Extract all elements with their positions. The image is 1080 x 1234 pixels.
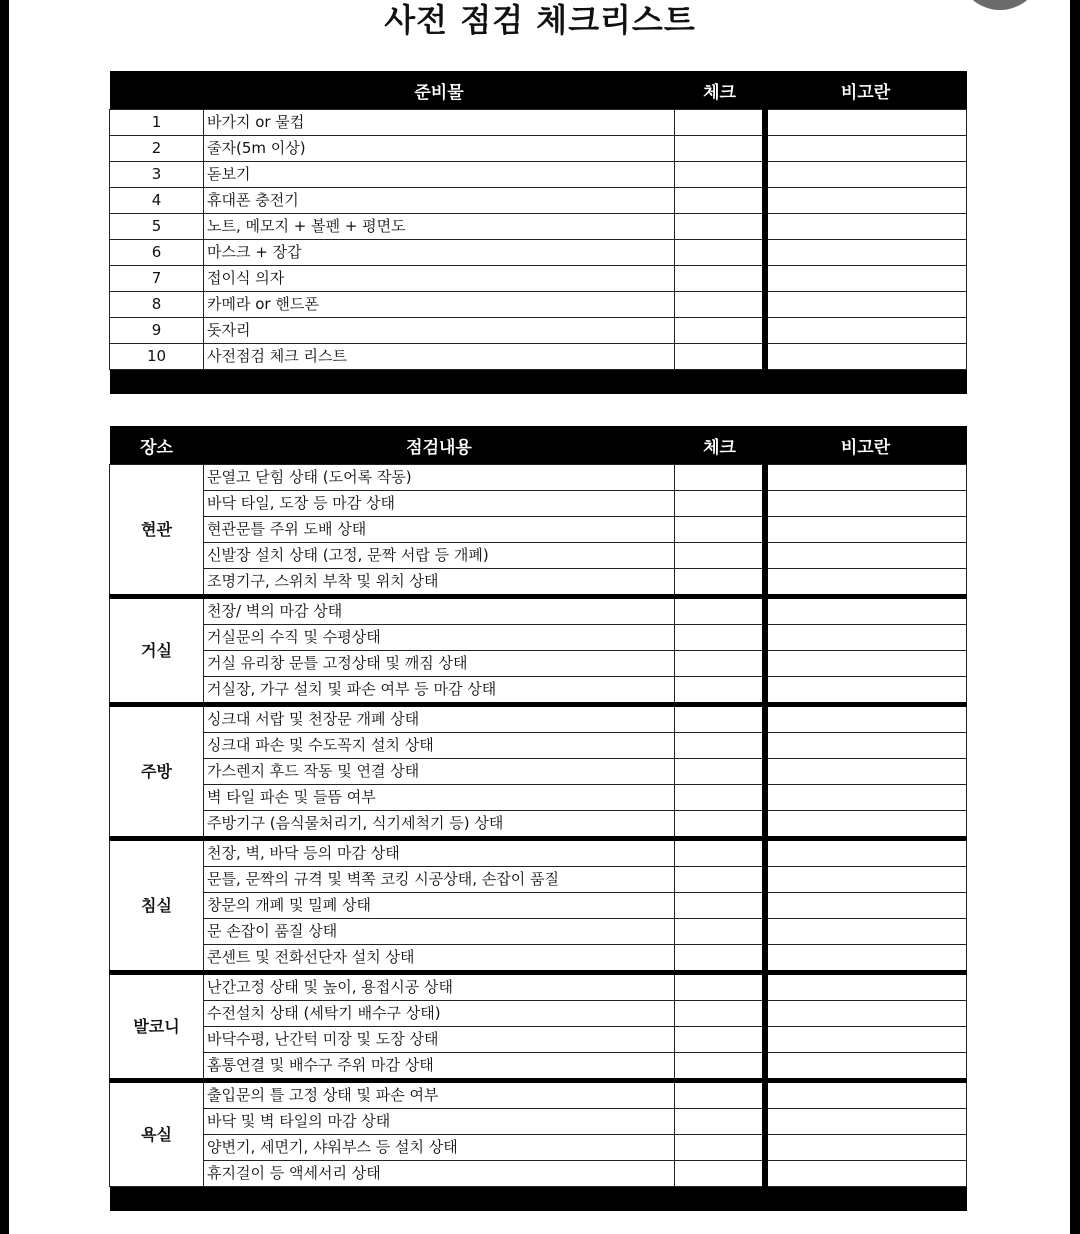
inspection-row — [110, 1081, 967, 1109]
header-check: 체크 — [675, 426, 765, 465]
note-cell[interactable] — [765, 705, 967, 733]
note-cell[interactable] — [765, 1027, 967, 1053]
place-label: 현관 — [110, 465, 204, 597]
inspection-row — [110, 517, 967, 543]
inspection-item: 거실장, 가구 설치 및 파손 여부 등 마감 상태 — [204, 677, 675, 705]
header-check: 체크 — [675, 71, 765, 110]
note-cell[interactable] — [765, 214, 967, 240]
header-supplies: 준비물 — [204, 71, 675, 110]
check-cell[interactable] — [675, 188, 765, 214]
inspection-item: 거실문의 수직 및 수평상태 — [204, 625, 675, 651]
inspection-item: 문열고 닫힘 상태 (도어록 작동) — [204, 465, 675, 491]
note-cell[interactable] — [765, 110, 967, 136]
inspection-item: 현관문틀 주위 도배 상태 — [204, 517, 675, 543]
inspection-row — [110, 1161, 967, 1187]
check-cell[interactable] — [675, 759, 765, 785]
row-number: 6 — [110, 240, 204, 266]
inspection-item: 신발장 설치 상태 (고정, 문짝 서랍 등 개폐) — [204, 543, 675, 569]
supplies-footer-bar — [110, 370, 967, 395]
note-cell[interactable] — [765, 569, 967, 597]
inspection-item: 벽 타일 파손 및 들뜸 여부 — [204, 785, 675, 811]
supply-item: 휴대폰 충전기 — [204, 188, 675, 214]
supplies-header-row — [110, 71, 967, 110]
inspection-item: 거실 유리창 문틀 고정상태 및 깨짐 상태 — [204, 651, 675, 677]
check-cell[interactable] — [675, 677, 765, 705]
note-cell[interactable] — [765, 1081, 967, 1109]
note-cell[interactable] — [765, 162, 967, 188]
supplies-table — [109, 71, 967, 394]
note-cell[interactable] — [765, 597, 967, 625]
note-cell[interactable] — [765, 625, 967, 651]
header-place: 장소 — [110, 426, 204, 465]
row-number: 3 — [110, 162, 204, 188]
inspection-row — [110, 811, 967, 839]
check-cell[interactable] — [675, 705, 765, 733]
supplies-row — [110, 318, 967, 344]
inspection-row — [110, 465, 967, 491]
inspection-item: 문틀, 문짝의 규격 및 벽쪽 코킹 시공상태, 손잡이 품질 — [204, 867, 675, 893]
inspection-item: 문 손잡이 품질 상태 — [204, 919, 675, 945]
note-cell[interactable] — [765, 1161, 967, 1187]
footer-bar — [110, 370, 967, 395]
supply-item: 접이식 의자 — [204, 266, 675, 292]
inspection-row — [110, 1053, 967, 1081]
inspection-footer-bar — [110, 1187, 967, 1212]
note-cell[interactable] — [765, 1109, 967, 1135]
inspection-item: 난간고정 상태 및 높이, 용접시공 상태 — [204, 973, 675, 1001]
inspection-item: 홈통연결 및 배수구 주위 마감 상태 — [204, 1053, 675, 1081]
inspection-row — [110, 893, 967, 919]
note-cell[interactable] — [765, 945, 967, 973]
check-cell[interactable] — [675, 811, 765, 839]
note-cell[interactable] — [765, 893, 967, 919]
inspection-row — [110, 839, 967, 867]
inspection-item: 조명기구, 스위치 부착 및 위치 상태 — [204, 569, 675, 597]
check-cell[interactable] — [675, 893, 765, 919]
note-cell[interactable] — [765, 188, 967, 214]
inspection-row — [110, 543, 967, 569]
check-cell[interactable] — [675, 1027, 765, 1053]
note-cell[interactable] — [765, 266, 967, 292]
check-cell[interactable] — [675, 214, 765, 240]
check-cell[interactable] — [675, 973, 765, 1001]
check-cell[interactable] — [675, 491, 765, 517]
supply-item: 노트, 메모지 + 볼펜 + 평면도 — [204, 214, 675, 240]
row-number: 2 — [110, 136, 204, 162]
supply-item: 바가지 or 물컵 — [204, 110, 675, 136]
check-cell[interactable] — [675, 465, 765, 491]
check-cell[interactable] — [675, 785, 765, 811]
check-cell[interactable] — [675, 292, 765, 318]
check-cell[interactable] — [675, 162, 765, 188]
check-cell[interactable] — [675, 266, 765, 292]
inspection-item: 싱크대 서랍 및 천장문 개폐 상태 — [204, 705, 675, 733]
note-cell[interactable] — [765, 543, 967, 569]
note-cell[interactable] — [765, 759, 967, 785]
note-cell[interactable] — [765, 811, 967, 839]
note-cell[interactable] — [765, 491, 967, 517]
note-cell[interactable] — [765, 839, 967, 867]
inspection-item: 콘센트 및 전화선단자 설치 상태 — [204, 945, 675, 973]
inspection-item: 창문의 개폐 및 밀폐 상태 — [204, 893, 675, 919]
check-cell[interactable] — [675, 318, 765, 344]
left-frame-border — [0, 0, 9, 1234]
row-number: 10 — [110, 344, 204, 370]
inspection-row — [110, 733, 967, 759]
header-content: 점검내용 — [204, 426, 675, 465]
check-cell[interactable] — [675, 543, 765, 569]
header-note: 비고란 — [765, 71, 967, 110]
place-label: 발코니 — [110, 973, 204, 1081]
inspection-item: 수전설치 상태 (세탁기 배수구 상태) — [204, 1001, 675, 1027]
note-cell[interactable] — [765, 919, 967, 945]
note-cell[interactable] — [765, 867, 967, 893]
check-cell[interactable] — [675, 136, 765, 162]
note-cell[interactable] — [765, 318, 967, 344]
inspection-item: 싱크대 파손 및 수도꼭지 설치 상태 — [204, 733, 675, 759]
note-cell[interactable] — [765, 733, 967, 759]
inspection-row — [110, 973, 967, 1001]
check-cell[interactable] — [675, 919, 765, 945]
note-cell[interactable] — [765, 677, 967, 705]
supplies-row — [110, 266, 967, 292]
inspection-item: 주방기구 (음식물처리기, 식기세척기 등) 상태 — [204, 811, 675, 839]
check-cell[interactable] — [675, 1109, 765, 1135]
supply-item: 줄자(5m 이상) — [204, 136, 675, 162]
inspection-row — [110, 759, 967, 785]
check-cell[interactable] — [675, 867, 765, 893]
note-cell[interactable] — [765, 136, 967, 162]
check-cell[interactable] — [675, 110, 765, 136]
check-cell[interactable] — [675, 625, 765, 651]
inspection-item: 바닥수평, 난간턱 미장 및 도장 상태 — [204, 1027, 675, 1053]
check-cell[interactable] — [675, 839, 765, 867]
supplies-row — [110, 214, 967, 240]
supply-item: 사전점검 체크 리스트 — [204, 344, 675, 370]
supply-item: 돋보기 — [204, 162, 675, 188]
check-cell[interactable] — [675, 1135, 765, 1161]
inspection-header-row — [110, 426, 967, 465]
place-label: 거실 — [110, 597, 204, 705]
supply-item: 카메라 or 핸드폰 — [204, 292, 675, 318]
supply-item: 마스크 + 장갑 — [204, 240, 675, 266]
note-cell[interactable] — [765, 1001, 967, 1027]
row-number: 8 — [110, 292, 204, 318]
check-cell[interactable] — [675, 733, 765, 759]
check-cell[interactable] — [675, 1053, 765, 1081]
inspection-item: 출입문의 틀 고정 상태 및 파손 여부 — [204, 1081, 675, 1109]
inspection-row — [110, 569, 967, 597]
row-number: 9 — [110, 318, 204, 344]
inspection-row — [110, 1135, 967, 1161]
header-note: 비고란 — [765, 426, 967, 465]
inspection-item: 가스렌지 후드 작동 및 연결 상태 — [204, 759, 675, 785]
footer-bar — [110, 1187, 967, 1212]
right-frame-border — [1070, 0, 1080, 1234]
inspection-row — [110, 1109, 967, 1135]
row-number: 5 — [110, 214, 204, 240]
inspection-row — [110, 867, 967, 893]
note-cell[interactable] — [765, 1135, 967, 1161]
note-cell[interactable] — [765, 292, 967, 318]
inspection-row — [110, 705, 967, 733]
supplies-row — [110, 292, 967, 318]
place-label: 침실 — [110, 839, 204, 973]
check-cell[interactable] — [675, 597, 765, 625]
inspection-item: 양변기, 세면기, 샤워부스 등 설치 상태 — [204, 1135, 675, 1161]
supplies-row — [110, 188, 967, 214]
inspection-row — [110, 677, 967, 705]
place-label: 주방 — [110, 705, 204, 839]
row-number: 7 — [110, 266, 204, 292]
check-cell[interactable] — [675, 569, 765, 597]
check-cell[interactable] — [675, 240, 765, 266]
inspection-row — [110, 625, 967, 651]
row-number: 4 — [110, 188, 204, 214]
check-cell[interactable] — [675, 1081, 765, 1109]
check-cell[interactable] — [675, 651, 765, 677]
supplies-row — [110, 344, 967, 370]
header-num — [110, 71, 204, 110]
inspection-item: 휴지걸이 등 액세서리 상태 — [204, 1161, 675, 1187]
note-cell[interactable] — [765, 240, 967, 266]
inspection-row — [110, 919, 967, 945]
note-cell[interactable] — [765, 465, 967, 491]
supply-item: 돗자리 — [204, 318, 675, 344]
note-cell[interactable] — [765, 517, 967, 543]
check-cell[interactable] — [675, 945, 765, 973]
supplies-row — [110, 110, 967, 136]
row-number: 1 — [110, 110, 204, 136]
note-cell[interactable] — [765, 1053, 967, 1081]
check-cell[interactable] — [675, 344, 765, 370]
check-cell[interactable] — [675, 517, 765, 543]
check-cell[interactable] — [675, 1001, 765, 1027]
inspection-item: 천장, 벽, 바닥 등의 마감 상태 — [204, 839, 675, 867]
supplies-row — [110, 240, 967, 266]
inspection-row — [110, 1001, 967, 1027]
inspection-item: 바닥 및 벽 타일의 마감 상태 — [204, 1109, 675, 1135]
inspection-table — [109, 426, 967, 1211]
note-cell[interactable] — [765, 785, 967, 811]
note-cell[interactable] — [765, 344, 967, 370]
place-label: 욕실 — [110, 1081, 204, 1187]
inspection-row — [110, 597, 967, 625]
supplies-row — [110, 136, 967, 162]
inspection-row — [110, 785, 967, 811]
inspection-item: 천장/ 벽의 마감 상태 — [204, 597, 675, 625]
supplies-row — [110, 162, 967, 188]
note-cell[interactable] — [765, 973, 967, 1001]
note-cell[interactable] — [765, 651, 967, 677]
check-cell[interactable] — [675, 1161, 765, 1187]
inspection-row — [110, 491, 967, 517]
inspection-row — [110, 1027, 967, 1053]
inspection-row — [110, 945, 967, 973]
inspection-item: 바닥 타일, 도장 등 마감 상태 — [204, 491, 675, 517]
page-title: 사전 점검 체크리스트 — [384, 1, 696, 39]
inspection-row — [110, 651, 967, 677]
